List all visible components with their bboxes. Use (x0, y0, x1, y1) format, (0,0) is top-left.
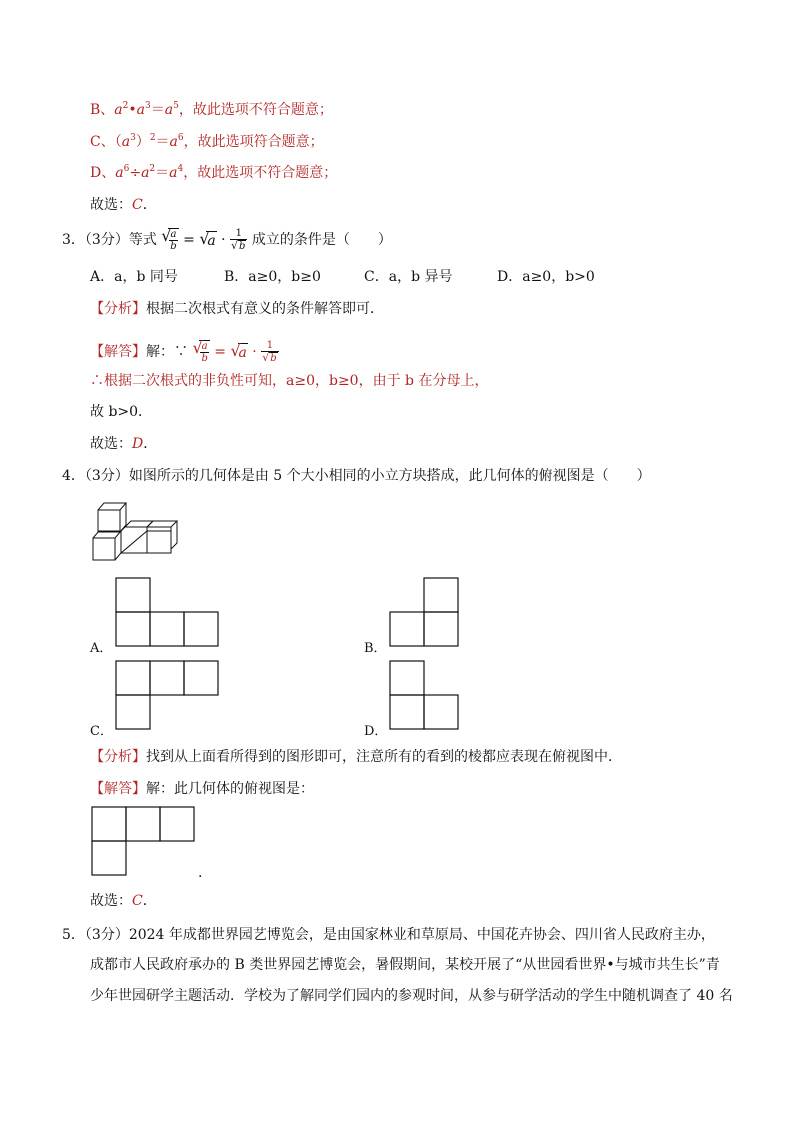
q3-option-d[interactable]: D．a≥0，b>0 (497, 269, 595, 285)
solution-tag: 【解答】 (90, 781, 146, 797)
q3-option-c[interactable]: C．a，b 异号 (364, 269, 453, 285)
q3-solution: 【解答】解：∵ √ $\frac{a}{b}$ = √ a · 1 √ b (90, 338, 277, 364)
analysis-tag: 【分析】 (90, 749, 146, 765)
q3-solution-therefore: ∴根据二次根式的非负性可知，a≥0，b≥0，由于 b 在分母上， (90, 373, 489, 389)
q3-formula: √ $\frac{a}{b}$ = √ a · 1 √ b (161, 226, 246, 252)
q4-option-c-figure[interactable] (115, 660, 219, 730)
q3-answer: 故选：D． (90, 436, 158, 452)
q2-option-b-solution: B、$a^2•a^3=a^5$，故此选项不符合题意； (90, 101, 333, 118)
q3-stem: 3．（3分）等式 √ $\frac{a}{b}$ = √ a · 1 √ b 成立的条件是（ ） (62, 226, 392, 252)
q4-analysis: 【分析】找到从上面看所得到的图形即可，注意所有的看到的棱都应表现在俯视图中． (90, 749, 622, 765)
q4-solution: 【解答】解：此几何体的俯视图是： (90, 781, 314, 797)
q3-option-b[interactable]: B．a≥0，b≥0 (224, 269, 321, 285)
q5-line-3: 少年世园研学主题活动．学校为了解同学们园内的参观时间，从参与研学活动的学生中随机调查了 40 名 (90, 988, 733, 1004)
q3-solution-so: 故 b>0． (90, 404, 153, 420)
q4-solution-dot: . (198, 865, 203, 881)
q4-option-b-figure[interactable] (389, 577, 460, 647)
q4-option-a-label[interactable]: A． (90, 641, 113, 656)
q4-option-d-label[interactable]: D． (364, 724, 388, 739)
q4-option-a-figure[interactable] (115, 577, 219, 647)
q3-option-a[interactable]: A．a，b 同号 (90, 269, 178, 285)
analysis-tag: 【分析】 (90, 301, 146, 317)
q5-line-1: 5．（3分）2024 年成都世界园艺博览会，是由国家林业和草原局、中国花卉协会、四川省人民政府主办， (62, 927, 715, 943)
q2-answer: 故选：C． (90, 197, 157, 213)
solution-tag: 【解答】 (90, 344, 146, 360)
q4-answer: 故选：C． (90, 893, 157, 909)
q2-option-d-solution: D、$a^6\div a^2=a^4$，故此选项不符合题意； (90, 164, 338, 181)
q5-line-2: 成都市人民政府承办的 B 类世界园艺博览会，暑假期间，某校开展了“从世园看世界•与城市共生长”青 (90, 957, 720, 973)
q4-stem: 4．（3分）如图所示的几何体是由 5 个大小相同的小立方块搭成，此几何体的俯视图是（ ） (62, 468, 651, 484)
q3-solution-formula: √ $\frac{a}{b}$ = √ a · 1 √ b (192, 338, 277, 364)
q4-solution-figure (91, 806, 195, 876)
q3-analysis: 【分析】根据二次根式有意义的条件解答即可． (90, 301, 384, 317)
q2-option-c-solution: C、$(a^3)^2=a^6$，故此选项符合题意； (90, 133, 324, 150)
q4-cube-figure (90, 498, 185, 563)
q4-option-d-figure[interactable] (389, 660, 460, 730)
q4-option-c-label[interactable]: C． (90, 724, 113, 739)
q4-option-b-label[interactable]: B． (364, 641, 387, 656)
